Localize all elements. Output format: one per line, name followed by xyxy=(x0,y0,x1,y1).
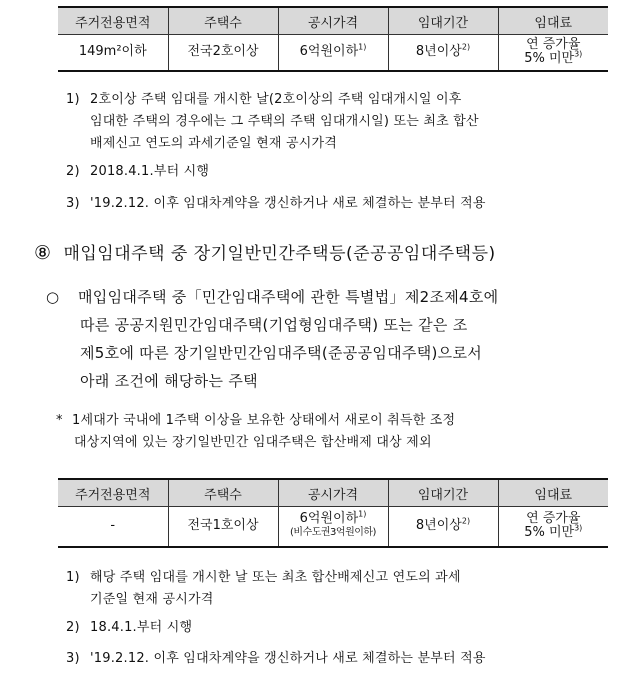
header-period: 임대기간 xyxy=(388,7,498,35)
table-header-row xyxy=(58,479,608,507)
section-heading xyxy=(34,239,624,264)
cell-period: 8년이상$^{2)}$ xyxy=(388,35,498,71)
cell-period: 8년이상$^{2)}$ xyxy=(388,507,498,547)
table-row xyxy=(58,35,608,71)
header-area: 주거전용면적 xyxy=(58,479,168,507)
cell-houses: 전국1호이상 xyxy=(168,507,278,547)
asterisk-icon: * xyxy=(56,413,63,428)
table-header-row xyxy=(58,7,608,35)
cell-rent: 연 증가율 5% 미만$^{3)}$ xyxy=(498,507,608,547)
header-period: 임대기간 xyxy=(388,479,498,507)
section-title: 매입임대주택 중 장기일반민간주택등(준공공임대주택등) xyxy=(63,244,496,264)
footnote-3: 3) '19.2.12. 이후 임대차계약을 갱신하거나 새로 체결하는 분부터 적용 xyxy=(66,651,486,666)
cell-price: 6억원이하$^{1)}$ (비수도권3억원이하) xyxy=(278,507,388,547)
rental-conditions-table-1 xyxy=(58,6,608,72)
cell-area: 149m²이하 xyxy=(58,35,168,71)
cell-price: 6억원이하$^{1)}$ xyxy=(278,35,388,71)
header-rent: 임대료 xyxy=(498,479,608,507)
rental-conditions-table-2 xyxy=(58,478,608,548)
header-price: 공시가격 xyxy=(278,7,388,35)
cell-area: - xyxy=(58,507,168,547)
header-area: 주거전용면적 xyxy=(58,7,168,35)
header-price: 공시가격 xyxy=(278,479,388,507)
header-houses: 주택수 xyxy=(168,7,278,35)
exclusion-note: * 1세대가 국내에 1주택 이상을 보유한 상태에서 새로이 취득한 조정 대상지역에 있는 장기일반민간 임대주택은 합산배제 대상 제외 xyxy=(56,410,626,454)
header-rent: 임대료 xyxy=(498,7,608,35)
section-number-icon: ⑧ xyxy=(34,242,52,264)
footnote-2: 2) 2018.4.1.부터 시행 xyxy=(66,164,210,179)
cell-houses: 전국2호이상 xyxy=(168,35,278,71)
bullet-paragraph: ○ 매입임대주택 중「민간임대주택에 관한 특별법」제2조제4호에 따른 공공지원민간임대주택(기업형임대주택) 또는 같은 조 제5호에 따른 장기일반민간임대주택(준공공임대주택)으로서 아래 조건에 해당하는 주택 xyxy=(46,283,626,395)
footnote-1: 1) 해당 주택 임대를 개시한 날 또는 최초 합산배제신고 연도의 과세 기준일 현재 공시가격 xyxy=(66,570,461,607)
circle-bullet-icon: ○ xyxy=(46,288,60,306)
cell-rent: 연 증가율 5% 미만$^{3)}$ xyxy=(498,35,608,71)
table-row xyxy=(58,507,608,547)
footnote-2: 2) 18.4.1.부터 시행 xyxy=(66,620,193,635)
header-houses: 주택수 xyxy=(168,479,278,507)
footnote-3: 3) '19.2.12. 이후 임대차계약을 갱신하거나 새로 체결하는 분부터 적용 xyxy=(66,196,486,211)
footnote-1: 1) 2호이상 주택 임대를 개시한 날(2호이상의 주택 임대개시일 이후 임대한 주택의 경우에는 그 주택의 주택 임대개시일) 또는 최초 합산 배제신고 연도의 과세기준일 현재 공시가격 xyxy=(66,92,479,151)
